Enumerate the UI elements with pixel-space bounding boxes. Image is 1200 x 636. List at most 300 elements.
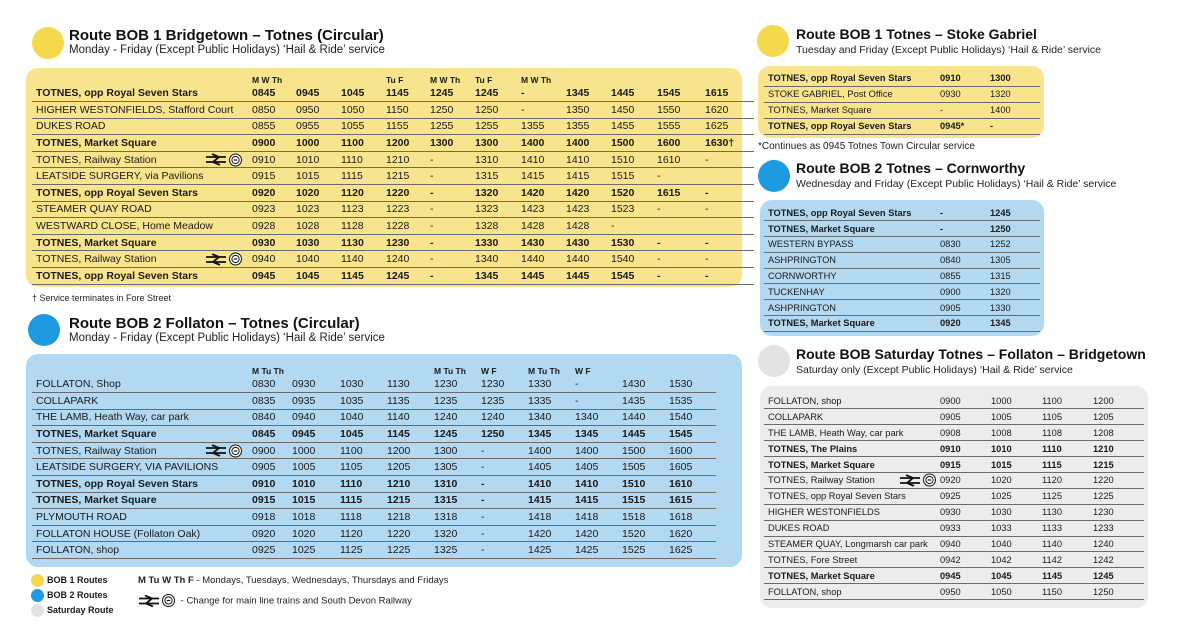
timetable-row — [32, 268, 754, 285]
departure-time: 1140 — [341, 251, 386, 268]
departure-time: 1208 — [1093, 425, 1144, 441]
departure-time: 1545 — [657, 85, 705, 102]
departure-time: 1250 — [481, 426, 528, 443]
stop-name: FOLLATON, shop — [36, 544, 120, 557]
departure-time: 1240 — [1093, 536, 1144, 552]
departure-time: - — [705, 251, 754, 268]
departure-time: 1300 — [475, 135, 521, 152]
departure-time: 1445 — [622, 426, 669, 443]
departure-time: 1423 — [521, 201, 566, 218]
departure-time: 1000 — [296, 135, 341, 152]
departure-time: 1425 — [575, 542, 622, 559]
stop-name: TOTNES, The Plains — [768, 443, 858, 454]
departure-time: 1625 — [669, 542, 716, 559]
departure-time: - — [575, 376, 622, 393]
timetable-row — [764, 252, 1040, 268]
timetable-row — [764, 86, 1040, 102]
departure-time: 1115 — [340, 492, 387, 509]
departure-time: 1218 — [387, 509, 434, 526]
stop-name: ASHPRINGTON — [768, 255, 837, 266]
departure-time: 1615 — [669, 492, 716, 509]
departure-time: 1250 — [475, 102, 521, 119]
departure-time: 0920 — [252, 525, 292, 542]
stop-name-cell — [764, 205, 940, 221]
departure-time: 1410 — [566, 151, 611, 168]
departure-time: 1200 — [1093, 393, 1144, 409]
departure-time: 1220 — [386, 185, 430, 202]
departure-time: 1015 — [991, 457, 1042, 473]
stop-name-cell — [32, 201, 252, 218]
operating-days-label — [611, 72, 657, 85]
stop-name-cell — [32, 102, 252, 119]
departure-time: 1615 — [657, 185, 705, 202]
operating-days-label: M W Th — [252, 75, 283, 85]
departure-time: 1145 — [1042, 568, 1093, 584]
departure-time: 0930 — [292, 376, 340, 393]
stop-name: WESTERN BYPASS — [768, 239, 854, 250]
departure-time: 1620 — [669, 525, 716, 542]
stop-name-cell — [764, 102, 940, 118]
stop-name-cell — [32, 509, 252, 526]
sat-route-dot — [758, 345, 790, 377]
stop-name-cell — [764, 472, 940, 488]
departure-time: - — [430, 251, 475, 268]
departure-time: - — [521, 85, 566, 102]
departure-time: 1345 — [475, 268, 521, 285]
stop-name-cell — [764, 409, 940, 425]
stop-name: TOTNES, opp Royal Seven Stars — [36, 477, 199, 490]
bob1-title: Route BOB 1 Bridgetown – Totnes (Circular) — [69, 27, 384, 44]
south-devon-railway-icon — [229, 153, 242, 166]
departure-time: 1040 — [296, 251, 341, 268]
operating-days-label: M Tu Th — [528, 366, 560, 376]
timetable-row — [32, 234, 754, 251]
stop-name-cell — [32, 85, 252, 102]
stop-name: TOTNES, Market Square — [36, 428, 157, 441]
departure-time: 1042 — [991, 552, 1042, 568]
departure-time: 1040 — [991, 536, 1042, 552]
departure-time: 1435 — [622, 393, 669, 410]
stoke-subtitle: Tuesday and Friday (Except Public Holidays) ‘Hail & Ride’ service — [796, 44, 1102, 56]
days-header-row — [32, 72, 754, 85]
departure-time: 1450 — [611, 102, 657, 119]
departure-time: 1100 — [340, 442, 387, 459]
departure-time: 0900 — [940, 393, 991, 409]
timetable-row — [764, 568, 1144, 584]
stop-name: TOTNES, Market Square — [36, 494, 157, 507]
departure-time: 1240 — [434, 409, 481, 426]
departure-time: 1345 — [528, 426, 575, 443]
stop-name-cell — [764, 393, 940, 409]
departure-time: 0908 — [940, 425, 991, 441]
departure-time: 1252 — [990, 237, 1040, 253]
departure-time: 0933 — [940, 520, 991, 536]
departure-time: 1500 — [611, 135, 657, 152]
departure-time: 1228 — [386, 218, 430, 235]
departure-time: 0945 — [940, 568, 991, 584]
departure-time: - — [481, 476, 528, 493]
departure-time: 0940 — [940, 536, 991, 552]
departure-time: 0915 — [252, 492, 292, 509]
departure-time: 0830 — [252, 376, 292, 393]
departure-time: 1010 — [991, 441, 1042, 457]
departure-time: 1515 — [611, 168, 657, 185]
stop-name-cell — [764, 488, 940, 504]
departure-time: - — [990, 118, 1040, 134]
departure-time: 1340 — [475, 251, 521, 268]
departure-time: 1305 — [434, 459, 481, 476]
departure-time: 1510 — [622, 476, 669, 493]
departure-time: 1215 — [387, 492, 434, 509]
departure-time: - — [705, 234, 754, 251]
legend-bob2-dot — [31, 589, 44, 602]
departure-time: 1523 — [611, 201, 657, 218]
bob1-route-dot — [32, 27, 64, 59]
timetable-row — [32, 102, 754, 119]
stop-name: FOLLATON, shop — [768, 395, 842, 406]
departure-time: 1255 — [430, 118, 475, 135]
timetable-row — [32, 492, 716, 509]
corn-title: Route BOB 2 Totnes – Cornworthy — [796, 160, 1026, 176]
legend-bob2-label: BOB 2 Routes — [47, 590, 108, 600]
departure-time: - — [430, 185, 475, 202]
departure-time: 1205 — [1093, 409, 1144, 425]
departure-time: 1233 — [1093, 520, 1144, 536]
departure-time: 1410 — [521, 151, 566, 168]
departure-time: 1420 — [575, 525, 622, 542]
stop-name: TOTNES, Fore Street — [768, 554, 858, 565]
corn-timetable — [764, 205, 1040, 332]
departure-time: 1555 — [657, 118, 705, 135]
departure-time: 1215 — [1093, 457, 1144, 473]
departure-time: 0950 — [296, 102, 341, 119]
departure-time: 1410 — [528, 476, 575, 493]
stop-name: TOTNES, Market Square — [768, 223, 875, 234]
departure-time: 0855 — [252, 118, 296, 135]
departure-time: 1245 — [990, 205, 1040, 221]
legend-days-key: M Tu W Th F — [138, 575, 194, 586]
bob2-title: Route BOB 2 Follaton – Totnes (Circular) — [69, 315, 360, 332]
national-rail-icon — [899, 474, 921, 486]
departure-time: 1245 — [386, 268, 430, 285]
operating-days-label — [296, 72, 341, 85]
departure-time: 1610 — [669, 476, 716, 493]
departure-time: 1215 — [386, 168, 430, 185]
departure-time: 1445 — [521, 268, 566, 285]
stop-name-cell — [32, 251, 252, 268]
departure-time: 0942 — [940, 552, 991, 568]
departure-time: - — [481, 442, 528, 459]
stop-name-cell — [764, 300, 940, 316]
stop-name: FOLLATON HOUSE (Follaton Oak) — [36, 527, 201, 540]
departure-time: 1340 — [528, 409, 575, 426]
departure-time: 1130 — [1042, 504, 1093, 520]
departure-time: 1345 — [575, 426, 622, 443]
stop-name-cell — [32, 151, 252, 168]
timetable-row — [764, 488, 1144, 504]
operating-days-label: M W Th — [430, 75, 461, 85]
south-devon-railway-icon — [229, 253, 242, 266]
timetable-row — [32, 118, 754, 135]
departure-time: 1315 — [990, 268, 1040, 284]
departure-time: 1525 — [622, 542, 669, 559]
departure-time: 1330 — [990, 300, 1040, 316]
departure-time: 1045 — [341, 85, 386, 102]
stop-name: TOTNES, opp Royal Seven Stars — [36, 87, 199, 100]
departure-time: 1300 — [434, 442, 481, 459]
departure-time: 0945* — [940, 118, 990, 134]
departure-time: 1440 — [622, 409, 669, 426]
departure-time: 0835 — [252, 393, 292, 410]
departure-time: 1310 — [434, 476, 481, 493]
departure-time: 0923 — [252, 201, 296, 218]
departure-time: 1142 — [1042, 552, 1093, 568]
stop-name: TOTNES, opp Royal Seven Stars — [36, 186, 199, 199]
sat-subtitle: Saturday only (Except Public Holidays) ‘Hail & Ride’ service — [796, 364, 1073, 376]
timetable-row — [764, 70, 1040, 86]
stop-name: TOTNES, opp Royal Seven Stars — [36, 269, 199, 282]
departure-time: 1405 — [528, 459, 575, 476]
departure-time: 1245 — [430, 85, 475, 102]
departure-time: 1615 — [705, 85, 754, 102]
departure-time: 1520 — [622, 525, 669, 542]
departure-time — [705, 168, 754, 185]
operating-days-label — [669, 365, 716, 376]
departure-time: - — [430, 234, 475, 251]
departure-time: 1120 — [341, 185, 386, 202]
departure-time: 0840 — [940, 252, 990, 268]
bob2-subtitle: Monday - Friday (Except Public Holidays) ‘Hail & Ride’ service — [69, 332, 385, 344]
departure-time: - — [657, 251, 705, 268]
stop-name-cell — [764, 552, 940, 568]
timetable-row — [32, 542, 716, 559]
departure-time: 1110 — [341, 151, 386, 168]
departure-time: - — [705, 185, 754, 202]
departure-time: 1035 — [340, 393, 387, 410]
stop-name: DUKES ROAD — [768, 523, 830, 534]
departure-time: 1033 — [991, 520, 1042, 536]
departure-time: 1520 — [611, 185, 657, 202]
departure-time: 1123 — [341, 201, 386, 218]
departure-time: 1230 — [386, 234, 430, 251]
departure-time: 1015 — [292, 492, 340, 509]
stop-name-cell — [32, 393, 252, 410]
departure-time: 1230 — [434, 376, 481, 393]
departure-time: 1028 — [296, 218, 341, 235]
legend-bob1-label: BOB 1 Routes — [47, 575, 108, 585]
stop-name: TOTNES, Railway Station — [768, 475, 875, 486]
departure-time: 1010 — [296, 151, 341, 168]
national-rail-icon — [205, 445, 227, 457]
departure-time: 1245 — [1093, 568, 1144, 584]
departure-time: 1105 — [340, 459, 387, 476]
departure-time: 1605 — [669, 459, 716, 476]
departure-time: 1600 — [657, 135, 705, 152]
bob1-subtitle: Monday - Friday (Except Public Holidays) ‘Hail & Ride’ service — [69, 44, 385, 56]
departure-time: 1045 — [340, 426, 387, 443]
departure-time: 1242 — [1093, 552, 1144, 568]
stop-name: TOTNES, opp Royal Seven Stars — [768, 207, 912, 218]
stop-name-cell — [764, 252, 940, 268]
timetable-row — [32, 376, 716, 393]
stop-name-cell — [764, 118, 940, 134]
south-devon-railway-icon — [923, 474, 936, 487]
timetable-row — [764, 316, 1040, 332]
departure-time: 1510 — [611, 151, 657, 168]
operating-days-label: M Tu Th — [252, 366, 284, 376]
departure-time: 1230 — [481, 376, 528, 393]
departure-time: - — [430, 168, 475, 185]
departure-time: 1320 — [990, 284, 1040, 300]
departure-time: 1240 — [386, 251, 430, 268]
departure-time: 0950 — [940, 584, 991, 600]
timetable-row — [764, 504, 1144, 520]
departure-time: - — [430, 201, 475, 218]
departure-time: 1418 — [528, 509, 575, 526]
timetable-row — [32, 459, 716, 476]
departure-time: 1355 — [521, 118, 566, 135]
stop-name: TOTNES, Market Square — [768, 105, 872, 115]
stop-name-cell — [32, 476, 252, 493]
days-header-row — [32, 365, 716, 376]
departure-time: 1420 — [521, 185, 566, 202]
departure-time: 0945 — [296, 85, 341, 102]
departure-time: 1145 — [341, 268, 386, 285]
departure-time: - — [481, 509, 528, 526]
departure-time: - — [705, 268, 754, 285]
departure-time: 1223 — [386, 201, 430, 218]
rail-change-icons — [138, 594, 175, 607]
departure-time: 0955 — [296, 118, 341, 135]
departure-time: 1118 — [340, 509, 387, 526]
departure-time: 1320 — [434, 525, 481, 542]
departure-time: - — [940, 221, 990, 237]
sat-title: Route BOB Saturday Totnes – Follaton – Bridgetown — [796, 346, 1146, 362]
bob1-footnote: † Service terminates in Fore Street — [32, 293, 172, 303]
stop-name-cell — [764, 70, 940, 86]
timetable-row — [764, 118, 1040, 134]
departure-time: 0910 — [252, 151, 296, 168]
departure-time: 0905 — [252, 459, 292, 476]
departure-time: 1310 — [475, 151, 521, 168]
stop-name: LEATSIDE SURGERY, via Pavilions — [36, 170, 204, 183]
stop-name: FOLLATON, shop — [768, 586, 842, 597]
departure-time: 1200 — [386, 135, 430, 152]
departure-time: 1318 — [434, 509, 481, 526]
departure-time: 1300 — [990, 70, 1040, 86]
departure-time: - — [575, 393, 622, 410]
departure-time: 1345 — [566, 85, 611, 102]
stop-name-cell — [32, 542, 252, 559]
departure-time: 1220 — [387, 525, 434, 542]
timetable-row — [764, 425, 1144, 441]
timetable-row — [764, 457, 1144, 473]
departure-time: 0905 — [940, 300, 990, 316]
departure-time: 0930 — [940, 504, 991, 520]
stop-name-cell — [32, 409, 252, 426]
departure-time: 0910 — [940, 70, 990, 86]
stop-name-cell — [32, 426, 252, 443]
departure-time: 1335 — [528, 393, 575, 410]
stop-name: STOKE GABRIEL, Post Office — [768, 89, 893, 99]
departure-time: 1630† — [705, 135, 754, 152]
departure-time: 1030 — [296, 234, 341, 251]
stoke-title: Route BOB 1 Totnes – Stoke Gabriel — [796, 26, 1037, 42]
bob2-timetable — [32, 365, 716, 559]
stop-name-cell — [764, 584, 940, 600]
departure-time: 0910 — [252, 476, 292, 493]
sat-timetable — [764, 393, 1144, 600]
national-rail-icon — [138, 595, 160, 607]
departure-time: 1210 — [387, 476, 434, 493]
departure-time: 1120 — [340, 525, 387, 542]
bob1-timetable — [32, 72, 754, 285]
departure-time: 1110 — [1042, 441, 1093, 457]
departure-time: 1323 — [475, 201, 521, 218]
stop-name: STEAMER QUAY, Longmarsh car park — [768, 538, 928, 549]
departure-time: 1020 — [292, 525, 340, 542]
timetable-row — [32, 442, 716, 459]
departure-time: 1325 — [434, 542, 481, 559]
rail-change-icons — [205, 444, 242, 457]
departure-time: 1505 — [622, 459, 669, 476]
timetable-row — [32, 201, 754, 218]
departure-time: 1400 — [575, 442, 622, 459]
stop-name-cell — [32, 525, 252, 542]
departure-time: 1420 — [566, 185, 611, 202]
departure-time: 1530 — [611, 234, 657, 251]
operating-days-label — [622, 365, 669, 376]
departure-time: 1205 — [387, 459, 434, 476]
timetable-row — [32, 168, 754, 185]
departure-time: 0935 — [292, 393, 340, 410]
stop-name: TOTNES, opp Royal Seven Stars — [768, 491, 906, 502]
timetable-row — [764, 284, 1040, 300]
departure-time: 1105 — [1042, 409, 1093, 425]
departure-time: 1540 — [669, 409, 716, 426]
legend-saturday-dot — [31, 604, 44, 617]
departure-time: 1020 — [296, 185, 341, 202]
departure-time: 1530 — [669, 376, 716, 393]
corn-route-dot — [758, 160, 790, 192]
departure-time: 1410 — [575, 476, 622, 493]
stop-name-cell — [764, 221, 940, 237]
departure-time: 1315 — [434, 492, 481, 509]
stop-name-cell — [764, 536, 940, 552]
stop-name-cell — [32, 376, 252, 393]
departure-time: 1428 — [521, 218, 566, 235]
departure-time: 1050 — [991, 584, 1042, 600]
departure-time: 1545 — [611, 268, 657, 285]
departure-time: - — [481, 525, 528, 542]
departure-time: 1000 — [991, 393, 1042, 409]
departure-time: 1140 — [1042, 536, 1093, 552]
departure-time: 1000 — [292, 442, 340, 459]
legend-saturday-label: Saturday Route — [47, 605, 114, 615]
timetable-row — [764, 409, 1144, 425]
departure-time: - — [430, 218, 475, 235]
rail-change-icons — [205, 153, 242, 166]
departure-time: 1050 — [341, 102, 386, 119]
departure-time: - — [657, 268, 705, 285]
timetable-row — [764, 102, 1040, 118]
departure-time: 1250 — [1093, 584, 1144, 600]
legend-days-desc: - Mondays, Tuesdays, Wednesdays, Thursdays and Fridays — [193, 575, 449, 586]
departure-time: 0900 — [252, 442, 292, 459]
stoke-footnote: *Continues as 0945 Totnes Town Circular service — [758, 141, 975, 152]
operating-days-label — [705, 72, 754, 85]
departure-time: 1400 — [566, 135, 611, 152]
